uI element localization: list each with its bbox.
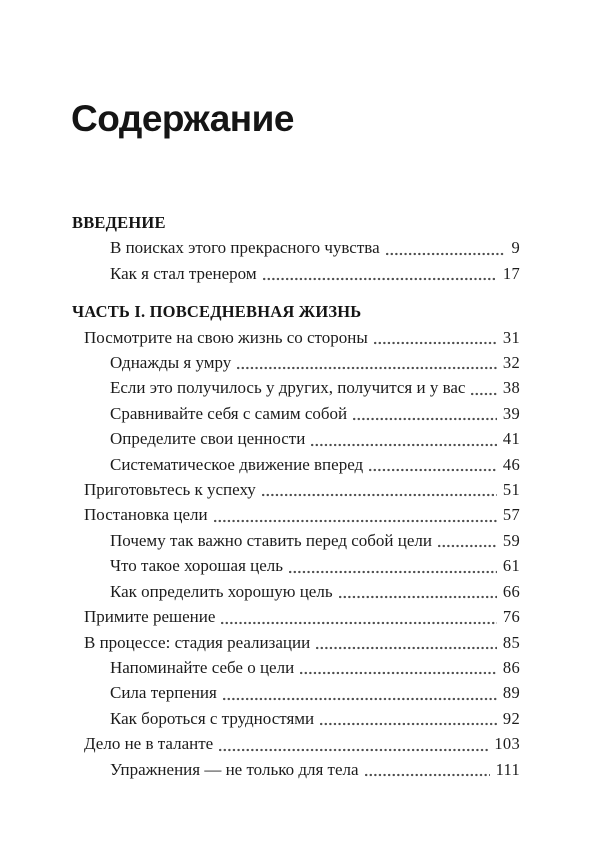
toc-entry xyxy=(72,235,520,260)
toc-entry-page: 41 xyxy=(502,429,520,449)
toc-entry-page: 76 xyxy=(502,607,520,627)
toc-entry-page: 59 xyxy=(502,530,520,550)
toc-entry-page: 39 xyxy=(502,403,520,423)
toc-entry-page: 111 xyxy=(495,759,520,779)
toc-entry-label: Систематическое движение вперед xyxy=(110,454,364,474)
toc-entry xyxy=(72,426,520,451)
toc-entry-label: Дело не в таланте xyxy=(84,734,214,754)
toc-entry xyxy=(72,325,520,350)
toc-entry-page: 38 xyxy=(502,378,520,398)
dot-leader xyxy=(339,595,497,599)
toc-entry-page: 61 xyxy=(502,556,520,576)
dot-leader xyxy=(221,621,497,625)
toc-entry-label: Напоминайте себе о цели xyxy=(110,657,295,677)
toc-entry-page: 46 xyxy=(502,454,520,474)
dot-leader xyxy=(471,392,496,396)
toc-entry-label: В поисках этого прекрасного чувства xyxy=(110,238,380,258)
toc-entry xyxy=(72,579,520,604)
toc-entry-page: 66 xyxy=(502,581,520,601)
toc-entry xyxy=(72,553,520,578)
toc-entry-label: Упражнения — не только для тела xyxy=(110,759,359,779)
toc-entry xyxy=(72,655,520,680)
toc-entry-page: 51 xyxy=(502,480,520,500)
toc xyxy=(72,210,520,782)
toc-entry-label: Сила терпения xyxy=(110,683,217,703)
dot-leader xyxy=(300,671,497,675)
dot-leader xyxy=(219,748,488,752)
dot-leader xyxy=(438,544,497,548)
toc-entry-page: 57 xyxy=(502,505,520,525)
toc-entry-label: Однажды я умру xyxy=(110,353,232,373)
dot-leader xyxy=(365,773,490,777)
dot-leader xyxy=(311,443,497,447)
toc-entry-page: 92 xyxy=(502,708,520,728)
toc-entry-label: Постановка цели xyxy=(84,505,208,525)
toc-entry xyxy=(72,350,520,375)
toc-entry xyxy=(72,528,520,553)
toc-entry-label: Как бороться с трудностями xyxy=(110,708,315,728)
toc-entry xyxy=(72,502,520,527)
toc-entry-label: Как определить хорошую цель xyxy=(110,581,333,601)
toc-entry-page: 32 xyxy=(502,353,520,373)
dot-leader xyxy=(316,646,497,650)
toc-entry-page: 9 xyxy=(511,238,520,258)
toc-entry xyxy=(72,757,520,782)
dot-leader xyxy=(289,570,497,574)
toc-entry-label: Если это получилось у других, получится и у вас xyxy=(110,378,466,398)
toc-entry-page: 85 xyxy=(502,632,520,652)
dot-leader xyxy=(214,519,497,523)
toc-entry xyxy=(72,261,520,286)
toc-entry xyxy=(72,452,520,477)
dot-leader xyxy=(262,493,497,497)
toc-entry-label: Сравнивайте себя с самим собой xyxy=(110,403,348,423)
toc-entry-page: 86 xyxy=(502,657,520,677)
toc-entry xyxy=(72,375,520,400)
toc-entry xyxy=(72,706,520,731)
toc-section-heading: ВВЕДЕНИЕ xyxy=(72,213,166,232)
toc-entry xyxy=(72,401,520,426)
toc-entry xyxy=(72,477,520,502)
toc-entry xyxy=(72,630,520,655)
dot-leader xyxy=(223,697,497,701)
toc-entry-label: Почему так важно ставить перед собой цели xyxy=(110,530,432,550)
toc-entry-label: Что такое хорошая цель xyxy=(110,556,284,576)
dot-leader xyxy=(237,366,497,370)
page-title: Содержание xyxy=(71,97,294,139)
toc-entry-label: Приготовьтесь к успеху xyxy=(84,480,256,500)
toc-section-entries xyxy=(72,325,520,782)
toc-entry-label: Посмотрите на свою жизнь со стороны xyxy=(84,327,368,347)
toc-section xyxy=(72,299,520,782)
toc-entry-page: 103 xyxy=(494,734,520,754)
dot-leader xyxy=(369,468,497,472)
toc-section-entries xyxy=(72,235,520,286)
toc-entry-label: Определите свои ценности xyxy=(110,429,306,449)
toc-entry-label: Как я стал тренером xyxy=(110,263,257,283)
toc-entry-page: 89 xyxy=(502,683,520,703)
toc-entry-page: 31 xyxy=(502,327,520,347)
toc-entry xyxy=(72,680,520,705)
toc-section xyxy=(72,210,520,286)
toc-section-heading: ЧАСТЬ I. ПОВСЕДНЕВНАЯ ЖИЗНЬ xyxy=(72,302,362,322)
toc-entry xyxy=(72,731,520,756)
toc-entry xyxy=(72,604,520,629)
dot-leader xyxy=(353,417,497,421)
dot-leader xyxy=(320,722,497,726)
toc-entry-label: Примите решение xyxy=(84,607,216,627)
dot-leader xyxy=(386,252,506,256)
toc-entry-label: В процессе: стадия реализации xyxy=(84,632,311,652)
dot-leader xyxy=(374,341,497,345)
toc-entry-page: 17 xyxy=(502,263,520,283)
dot-leader xyxy=(263,277,497,281)
